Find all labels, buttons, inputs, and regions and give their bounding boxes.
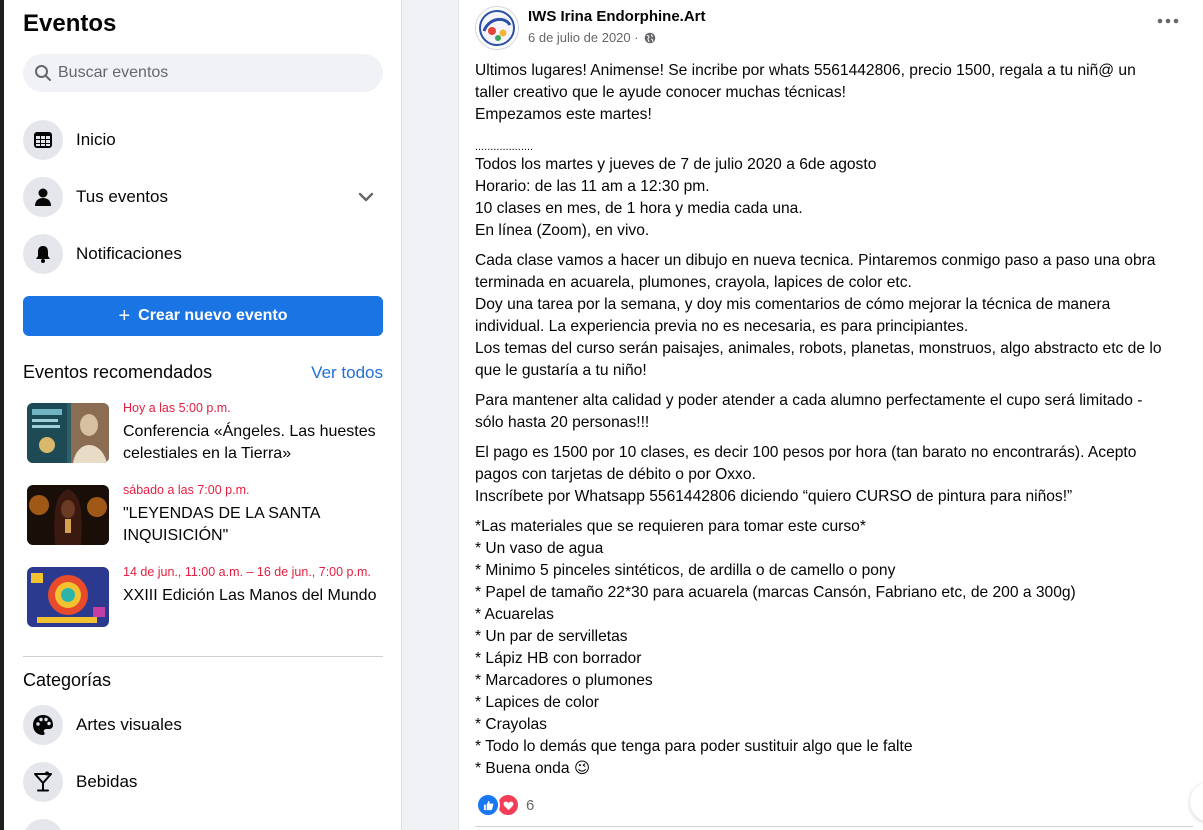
post-line: taller creativo que le ayude conocer muchas técnicas! (475, 84, 846, 101)
globe-icon (644, 32, 656, 44)
author-avatar[interactable] (475, 6, 519, 50)
post-line: Los temas del curso serán paisajes, animales, robots, planetas, monstruos, algo abstracto etc de lo (475, 340, 1162, 357)
post-line: El pago es 1500 por 10 clases, es decir 100 pesos por hora (tan barato no encontrarás). Acepto (475, 444, 1137, 461)
search-icon (34, 64, 52, 82)
post-line: Todos los martes y jueves de 7 de julio 2020 a 6de agosto (475, 156, 877, 173)
event-name: XXIII Edición Las Manos del Mundo (123, 587, 377, 604)
post-paragraph (475, 250, 1193, 382)
post-line: * Crayolas (475, 716, 547, 733)
create-event-button[interactable] (23, 296, 383, 336)
event-item[interactable] (27, 403, 383, 465)
event-thumbnail (27, 403, 109, 463)
category-label: Bebidas (76, 772, 138, 791)
post-line: * Acuarelas (475, 606, 554, 623)
post-line: que le gustaría a tu niño! (475, 362, 647, 379)
category-item-bebidas[interactable] (23, 762, 383, 802)
post-paragraph (475, 516, 1193, 780)
nav-label: Notificaciones (76, 244, 182, 263)
post-date-text: 6 de julio de 2020 · (528, 30, 639, 45)
post-line: individual. La experiencia previa no es necesaria, es para principiantes. (475, 318, 969, 335)
post-line: * Todo lo demás que tenga para poder sustituir algo que le falte (475, 738, 913, 755)
post-line: * Papel de tamaño 22*30 para acuarela (marcas Cansón, Fabriano etc, de 200 a 300g) (475, 584, 1076, 601)
post-line: terminada en acuarela, plumones, crayola, lapices de color etc. (475, 274, 912, 291)
post-line: * Un par de servilletas (475, 628, 628, 645)
event-item[interactable] (27, 485, 383, 547)
palette-icon (23, 705, 63, 745)
search-input[interactable] (23, 54, 383, 92)
post-line: ................... (475, 141, 534, 153)
cocktail-icon (23, 762, 63, 802)
post-line: 10 clases en mes, de 1 hora y media cada una. (475, 200, 803, 217)
calendar-grid-icon (23, 120, 63, 160)
post-author[interactable]: IWS Irina Endorphine.Art (528, 8, 706, 25)
post-line: Inscríbete por Whatsapp 5561442806 diciendo “quiero CURSO de pintura para niños!” (475, 488, 1073, 505)
recommended-events-title: Eventos recomendados (23, 362, 213, 382)
person-icon (23, 177, 63, 217)
reaction-count: 6 (526, 796, 535, 814)
post-line: * Un vaso de agua (475, 540, 604, 557)
event-name: Conferencia «Ángeles. Las huestes celestiales en la Tierra» (123, 423, 376, 462)
nav-label: Tus eventos (76, 187, 168, 206)
post-footer-divider (475, 826, 1193, 827)
post-line: pagos con tarjetas de débito o por Oxxo. (475, 466, 756, 483)
nav-item-notificaciones[interactable] (23, 234, 383, 274)
nav-label: Inicio (76, 130, 116, 149)
post-line: Para mantener alta calidad y poder atender a cada alumno perfectamente el cupo será limitado - (475, 392, 1143, 409)
nav-item-tus-eventos[interactable] (23, 177, 383, 217)
post-line: En línea (Zoom), en vivo. (475, 222, 650, 239)
category-item-partial[interactable] (23, 819, 383, 830)
reactions-summary[interactable] (476, 793, 534, 817)
plus-icon: + (118, 305, 131, 327)
post-line: Empezamos este martes! (475, 106, 652, 123)
event-item[interactable] (27, 567, 383, 629)
event-time: Hoy a las 5:00 p.m. (123, 401, 231, 415)
see-all-link[interactable]: Ver todos (311, 363, 383, 382)
post-line: * Buena onda 😉 (475, 760, 591, 777)
event-time: 14 de jun., 11:00 a.m. – 16 de jun., 7:00 p.m. (123, 565, 371, 579)
events-sidebar (0, 0, 402, 830)
bell-icon (23, 234, 63, 274)
post-line: * Lapices de color (475, 694, 599, 711)
post-paragraph (475, 390, 1193, 434)
nav-item-inicio[interactable] (23, 120, 383, 160)
sidebar-divider (23, 656, 383, 657)
post-line: sólo hasta 20 personas!!! (475, 414, 650, 431)
like-reaction-icon (476, 793, 500, 817)
sidebar-title: Eventos (23, 10, 117, 37)
post-line: Ultimos lugares! Animense! Se incribe por whats 5561442806, precio 1500, regala a tu niñ@ un (475, 62, 1136, 79)
post-date[interactable] (528, 30, 656, 45)
left-edge-bar (0, 0, 4, 830)
post-line: * Lápiz HB con borrador (475, 650, 642, 667)
event-name: "LEYENDAS DE LA SANTA INQUISICIÓN" (123, 505, 320, 544)
post-body (475, 60, 1193, 788)
category-label: Artes visuales (76, 715, 182, 734)
post-line: *Las materiales que se requieren para tomar este curso* (475, 518, 866, 535)
create-event-label: Crear nuevo evento (138, 307, 288, 324)
post-line: Horario: de las 11 am a 12:30 pm. (475, 178, 710, 195)
event-thumbnail (27, 485, 109, 545)
post-paragraph (475, 60, 1193, 126)
search-placeholder: Buscar eventos (58, 64, 169, 81)
more-options-icon[interactable] (1156, 16, 1180, 26)
chevron-down-icon[interactable] (357, 188, 375, 206)
post-line: * Minimo 5 pinceles sintéticos, de ardilla o de camello o pony (475, 562, 896, 579)
event-thumbnail (27, 567, 109, 627)
post-line: * Marcadores o plumones (475, 672, 653, 689)
post-line: Doy una tarea por la semana, y doy mis comentarios de cómo mejorar la técnica de manera (475, 296, 1111, 313)
event-time: sábado a las 7:00 p.m. (123, 483, 250, 497)
post-paragraph (475, 442, 1193, 508)
category-icon (23, 819, 63, 830)
categories-title: Categorías (23, 670, 112, 690)
post-paragraph (475, 140, 1193, 242)
category-item-artes-visuales[interactable] (23, 705, 383, 745)
post-line: Cada clase vamos a hacer un dibujo en nueva tecnica. Pintaremos conmigo paso a paso una obra (475, 252, 1156, 269)
